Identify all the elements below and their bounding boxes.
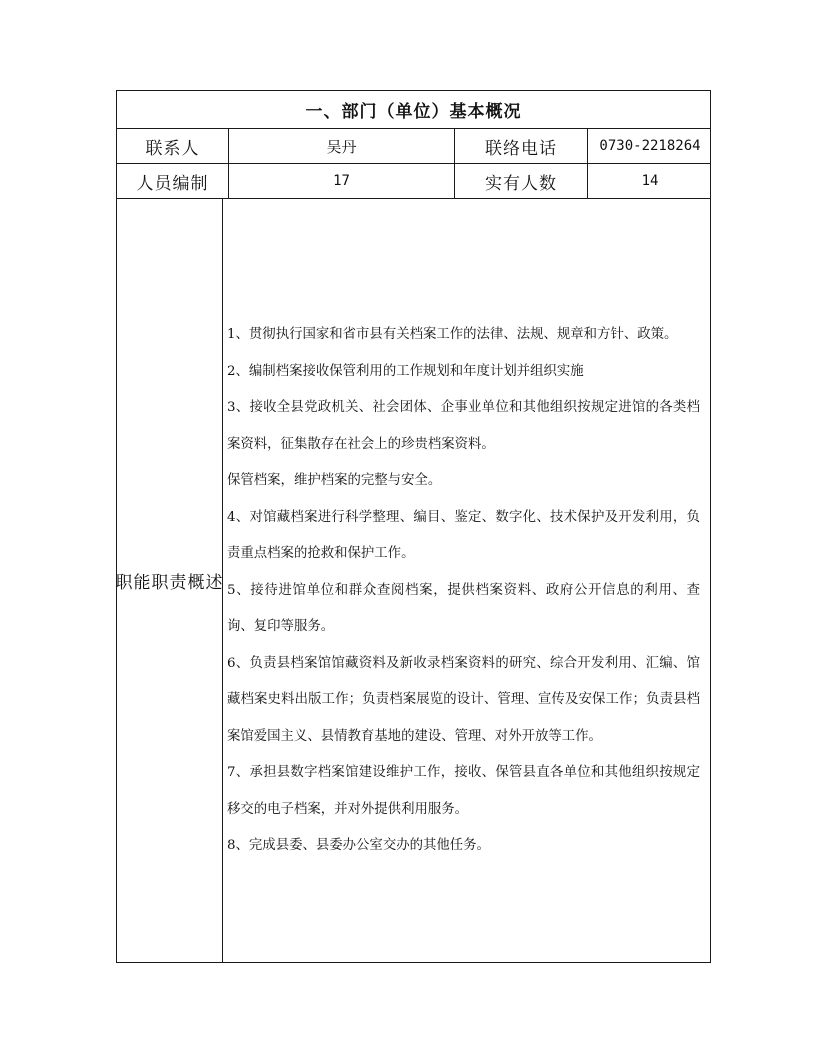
actual-staff-label: 实有人数 (454, 164, 587, 198)
duties-label: 职能职责概述 (115, 573, 224, 593)
section-title: 一、部门（单位）基本概况 (305, 102, 522, 122)
duty-item: 3、接收全县党政机关、社会团体、企事业单位和其他组织按规定进馆的各类档案资料，征集散存在社会上的珍贵档案资料。 (227, 400, 700, 452)
phone-label: 联络电话 (454, 129, 587, 163)
actual-staff-value: 14 (587, 164, 712, 198)
duty-item: 2、编制档案接收保管利用的工作规划和年度计划并组织实施 (227, 363, 584, 379)
staffing-label: 人员编制 (136, 173, 209, 194)
duty-item: 7、承担县数字档案馆建设维护工作，接收、保管县直各单位和其他组织按规定移交的电子档案，并对外提供利用服务。 (227, 765, 700, 817)
duty-item: 保管档案，维护档案的完整与安全。 (227, 473, 442, 488)
basic-info-table (116, 90, 711, 963)
duty-item: 4、对馆藏档案进行科学整理、编目、鉴定、数字化、技术保护及开发利用，负责重点档案的抢救和保护工作。 (227, 509, 700, 561)
contact-label: 联系人 (145, 138, 200, 159)
staffing-value: 17 (228, 164, 454, 198)
duties-content (222, 199, 710, 962)
phone-value: 0730-2218264 (587, 129, 712, 163)
duty-item: 8、完成县委、县委办公室交办的其他任务。 (227, 838, 490, 853)
duty-item: 6、负责县档案馆馆藏资料及新收录档案资料的研究、综合开发利用、汇编、馆藏档案史料出版工作；负责档案展览的设计、管理、宣传及安保工作；负责县档案馆爱国主义、县情教育基地的建设、管理、对外开放等工作。 (227, 655, 700, 744)
contact-value: 吴丹 (228, 129, 454, 163)
duty-item: 1、贯彻执行国家和省市县有关档案工作的法律、法规、规章和方针、政策。 (227, 327, 678, 342)
staffing-row (117, 164, 710, 199)
duty-item: 5、接待进馆单位和群众查阅档案，提供档案资料、政府公开信息的利用、查询、复印等服务。 (227, 582, 700, 634)
table-title-row (117, 91, 710, 129)
contact-row (117, 129, 710, 164)
